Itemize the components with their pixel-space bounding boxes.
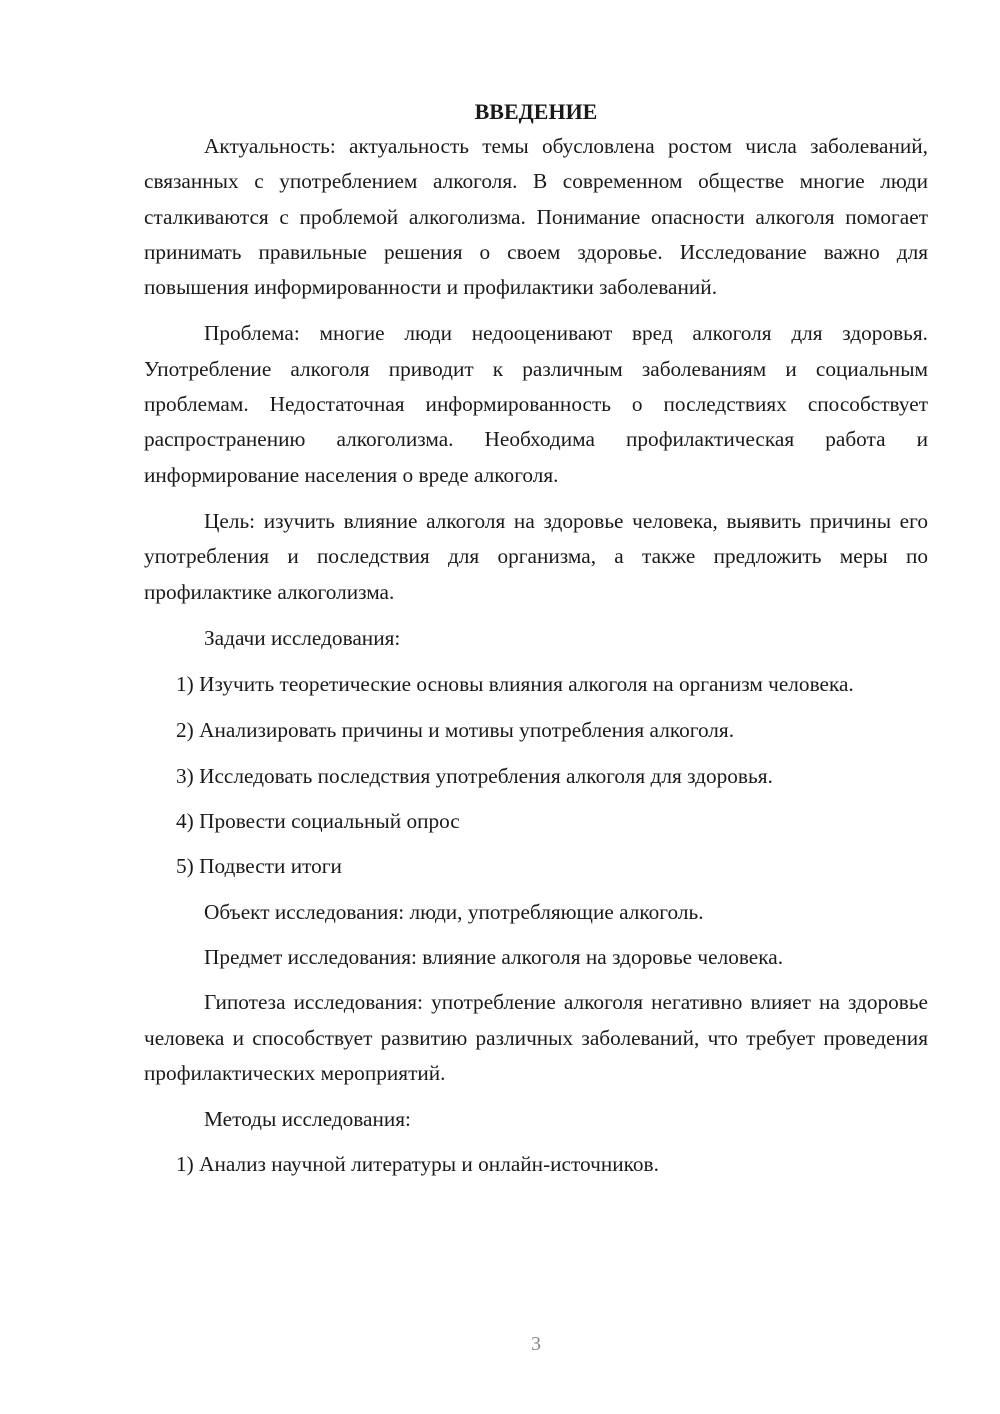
page-number: 3 [531,1333,541,1355]
methods-heading: Методы исследования: [204,1107,411,1132]
hypothesis-paragraph: Гипотеза исследования: употребление алкоголя негативно влияет на здоровье человека и способствует развитию различных заболеваний, что требует проведения профилактических мероприятий. [144,990,928,1085]
document-page [144,94,928,1183]
task-item: 5) Подвести итоги [176,854,342,879]
task-item: 4) Провести социальный опрос [176,809,460,834]
problem-paragraph: Проблема: многие люди недооценивают вред алкоголя для здоровья. Употребление алкоголя приводит к различным заболеваниям и социальным проблемам. Недостаточная информированность о последствиях способствует распространению алкоголизма. Необходима профилактическая работа и информирование населения о вреде алкоголя. [144,321,928,487]
object-paragraph: Объект исследования: люди, употребляющие алкоголь. [204,899,704,924]
subject-paragraph: Предмет исследования: влияние алкоголя на здоровье человека. [204,944,784,969]
page-title: ВВЕДЕНИЕ [474,99,598,124]
tasks-heading: Задачи исследования: [204,625,401,650]
relevance-paragraph: Актуальность: актуальность темы обусловлена ростом числа заболеваний, связанных с употреблением алкоголя. В современном обществе многие люди сталкиваются с проблемой алкоголизма. Понимание опасности алкоголя помогает принимать правильные решения о своем здоровье. Исследование важно для повышения информированности и профилактики заболеваний. [144,134,928,300]
task-item: 1) Изучить теоретические основы влияния алкоголя на организм человека. [176,672,854,697]
goal-paragraph: Цель: изучить влияние алкоголя на здоровье человека, выявить причины его употребления и последствия для организма, а также предложить меры по профилактике алкоголизма. [144,508,928,604]
task-item: 2) Анализировать причины и мотивы употребления алкоголя. [176,718,735,743]
method-item: 1) Анализ научной литературы и онлайн-источников. [176,1152,659,1177]
task-item: 3) Исследовать последствия употребления алкоголя для здоровья. [176,763,773,788]
